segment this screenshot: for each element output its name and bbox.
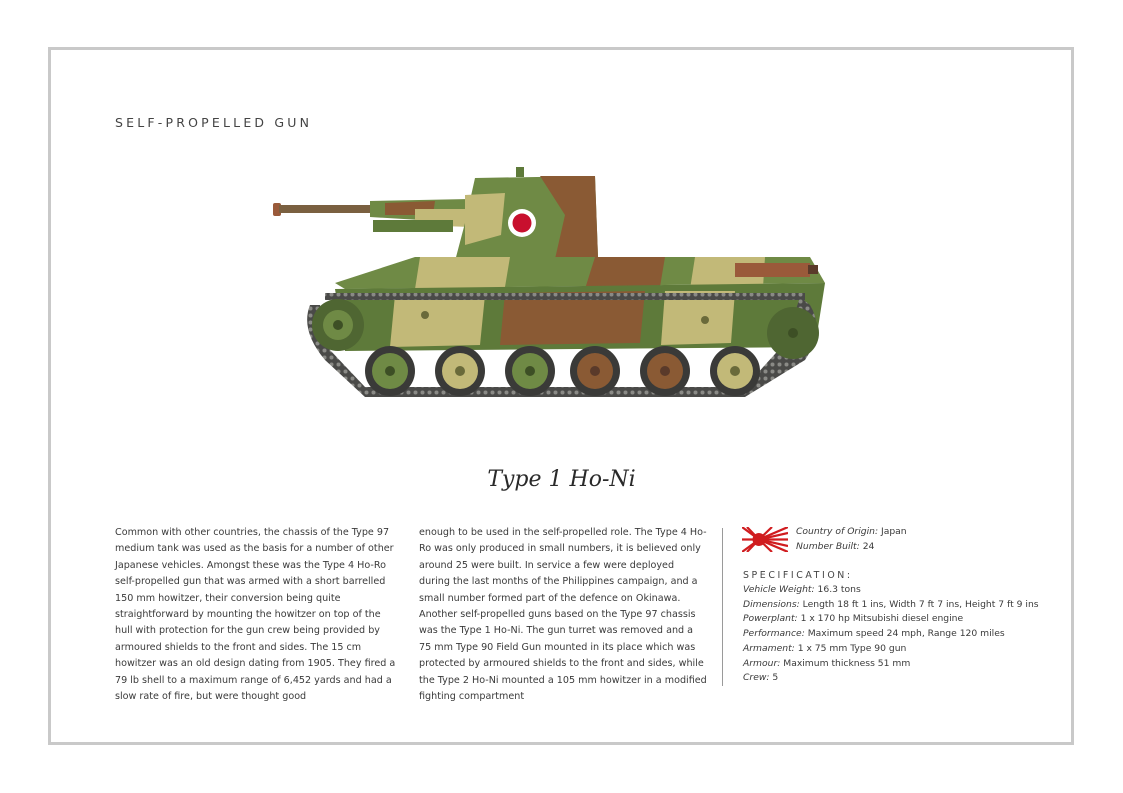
spec-label: Armament: [743, 642, 795, 654]
spec-row [743, 657, 1039, 672]
spec-value: 5 [772, 672, 779, 684]
spec-label: Dimensions: [743, 598, 800, 610]
spec-label: Armour: [743, 657, 781, 669]
rising-sun-flag-icon [742, 527, 788, 552]
spec-value: 1 x 170 hp Mitsubishi diesel engine [800, 613, 964, 625]
number-built-value: 24 [862, 540, 875, 552]
spec-value: Length 18 ft 1 ins, Width 7 ft 7 ins, Height 7 ft 9 ins [802, 598, 1039, 610]
spec-label: Powerplant: [743, 613, 798, 625]
spec-row [743, 612, 1039, 627]
spec-label: Performance: [743, 628, 805, 640]
spec-label: Vehicle Weight: [743, 584, 815, 595]
category-label: SELF-PROPELLED GUN [115, 115, 313, 130]
country-label: Country of Origin: [796, 526, 879, 537]
spec-value: Maximum speed 24 mph, Range 120 miles [807, 628, 1005, 640]
number-built-label: Number Built: [796, 540, 860, 552]
spec-value: 1 x 75 mm Type 90 gun [797, 642, 907, 654]
spec-value: 16.3 tons [817, 584, 861, 595]
spec-row [743, 642, 1039, 657]
description-column-1: Common with other countries, the chassis of the Type 97 medium tank was used as the basis for a number of other Japanese vehicles. Amongst these was the Type 4 Ho-Ro self-propelled gun that was armed with a short barrelled 150 mm howitzer, their conversion being quite straightforward by mounting the howitzer on top of the hull with protection for the gun crew being provided by armoured shields to the front and sides. The 15 cm howitzer was an old design dating from 1905. They fired a 79 lb shell to a maximum range of 6,452 yards and had a slow rate of fire, but were thought good [115, 527, 396, 703]
hinomaru-roundel [513, 214, 532, 233]
vehicle-title: Type 1 Ho-Ni [487, 467, 636, 492]
tank-illustration [265, 165, 835, 410]
column-divider [722, 528, 723, 686]
description-column-2: enough to be used in the self-propelled role. The Type 4 Ho-Ro was only produced in small numbers, it is believed only around 25 were built. In service a few were deployed during the last months of the Philippines campaign, and a small number formed part of the defence on Okinawa. Another self-propelled guns based on the Type 97 chassis was the Type 1 Ho-Ni. The gun turret was removed and a 75 mm Type 90 Field Gun mounted in its place which was protected by armoured shields to the front and sides, while the Type 2 Ho-Ni mounted a 105 mm howitzer in a modified fighting compartment [419, 527, 707, 703]
origin-info [796, 525, 907, 554]
spec-row [743, 627, 1039, 642]
spec-value: Maximum thickness 51 mm [783, 657, 911, 669]
spec-row [743, 598, 1039, 613]
spec-label: Crew: [743, 672, 770, 684]
specification-list [743, 583, 1039, 686]
spec-row [743, 583, 1039, 598]
spec-row [743, 671, 1039, 686]
country-value: Japan [880, 526, 907, 537]
specification-heading: SPECIFICATION: [743, 570, 853, 581]
